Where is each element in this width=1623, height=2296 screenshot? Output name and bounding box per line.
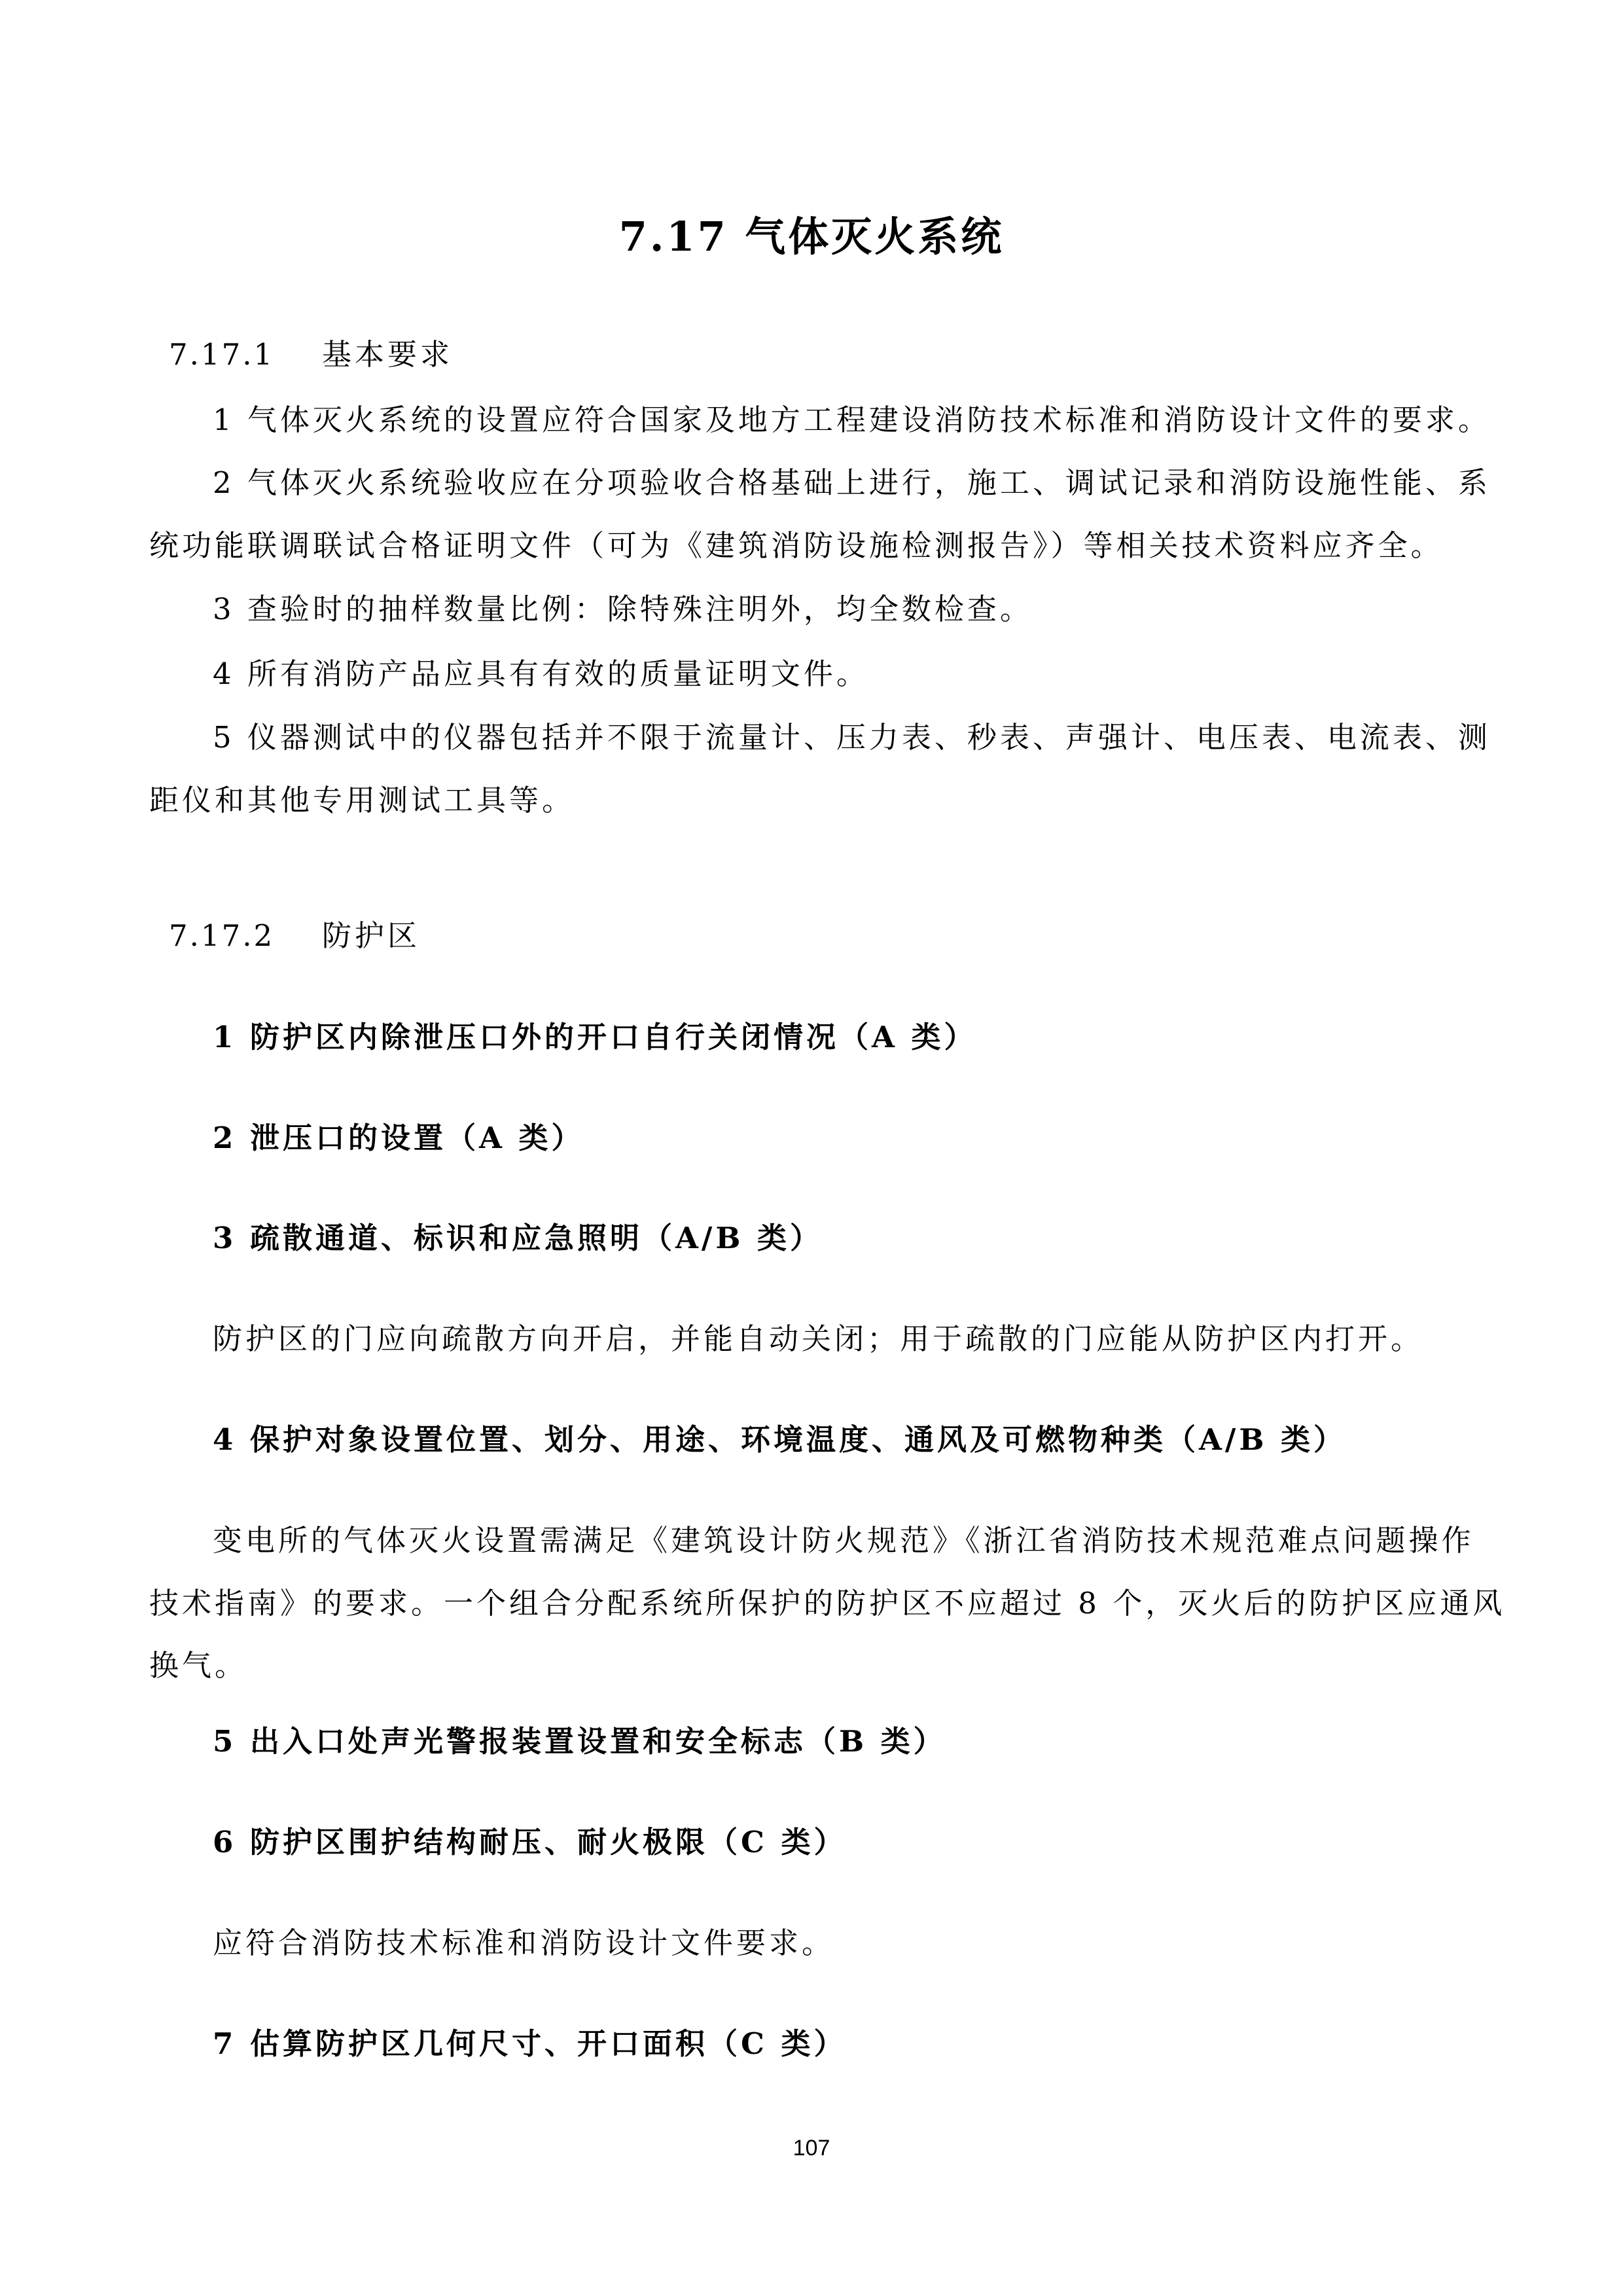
paragraph-line: 5 仪器测试中的仪器包括并不限于流量计、压力表、秒表、声强计、电压表、电流表、测 — [213, 720, 1491, 755]
paragraph-line: 技术指南》的要求。一个组合分配系统所保护的防护区不应超过 8 个，灭火后的防护区应通风 — [149, 1586, 1506, 1621]
paragraph-line: 变电所的气体灭火设置需满足《建筑设计防火规范》《浙江省消防技术规范难点问题操作 — [213, 1523, 1474, 1558]
paragraph-line: 应符合消防技术标准和消防设计文件要求。 — [213, 1926, 835, 1960]
paragraph-line: 防护区的门应向疏散方向开启，并能自动关闭；用于疏散的门应能从防护区内打开。 — [213, 1321, 1424, 1356]
subsection-heading: 防护区 — [322, 918, 421, 953]
subsection-number: 7.17.1 — [169, 337, 275, 372]
paragraph-line: 距仪和其他专用测试工具等。 — [149, 783, 575, 817]
check-item: 2 泄压口的设置（A 类） — [213, 1121, 584, 1155]
paragraph-line: 1 气体灭火系统的设置应符合国家及地方工程建设消防技术标准和消防设计文件的要求。 — [213, 403, 1491, 437]
check-item: 1 防护区内除泄压口外的开口自行关闭情况（A 类） — [213, 1020, 977, 1054]
check-item: 7 估算防护区几何尺寸、开口面积（C 类） — [213, 2026, 847, 2061]
page-number: 107 — [793, 2136, 830, 2161]
paragraph-line: 换气。 — [149, 1648, 248, 1683]
paragraph-line: 4 所有消防产品应具有有效的质量证明文件。 — [213, 656, 869, 691]
subsection-heading: 基本要求 — [322, 337, 454, 372]
check-item: 6 防护区围护结构耐压、耐火极限（C 类） — [213, 1825, 847, 1859]
subsection-number: 7.17.2 — [169, 918, 275, 953]
section-title: 7.17 气体灭火系统 — [618, 213, 1005, 260]
check-item: 3 疏散通道、标识和应急照明（A/B 类） — [213, 1221, 823, 1255]
paragraph-line: 2 气体灭火系统验收应在分项验收合格基础上进行，施工、调试记录和消防设施性能、系 — [213, 465, 1491, 500]
paragraph-line: 3 查验时的抽样数量比例：除特殊注明外，均全数检查。 — [213, 592, 1033, 626]
paragraph-line: 统功能联调联试合格证明文件（可为《建筑消防设施检测报告》）等相关技术资料应齐全。 — [149, 528, 1444, 563]
check-item: 4 保护对象设置位置、划分、用途、环境温度、通风及可燃物种类（A/B 类） — [213, 1422, 1347, 1457]
check-item: 5 出入口处声光警报装置设置和安全标志（B 类） — [213, 1724, 946, 1759]
